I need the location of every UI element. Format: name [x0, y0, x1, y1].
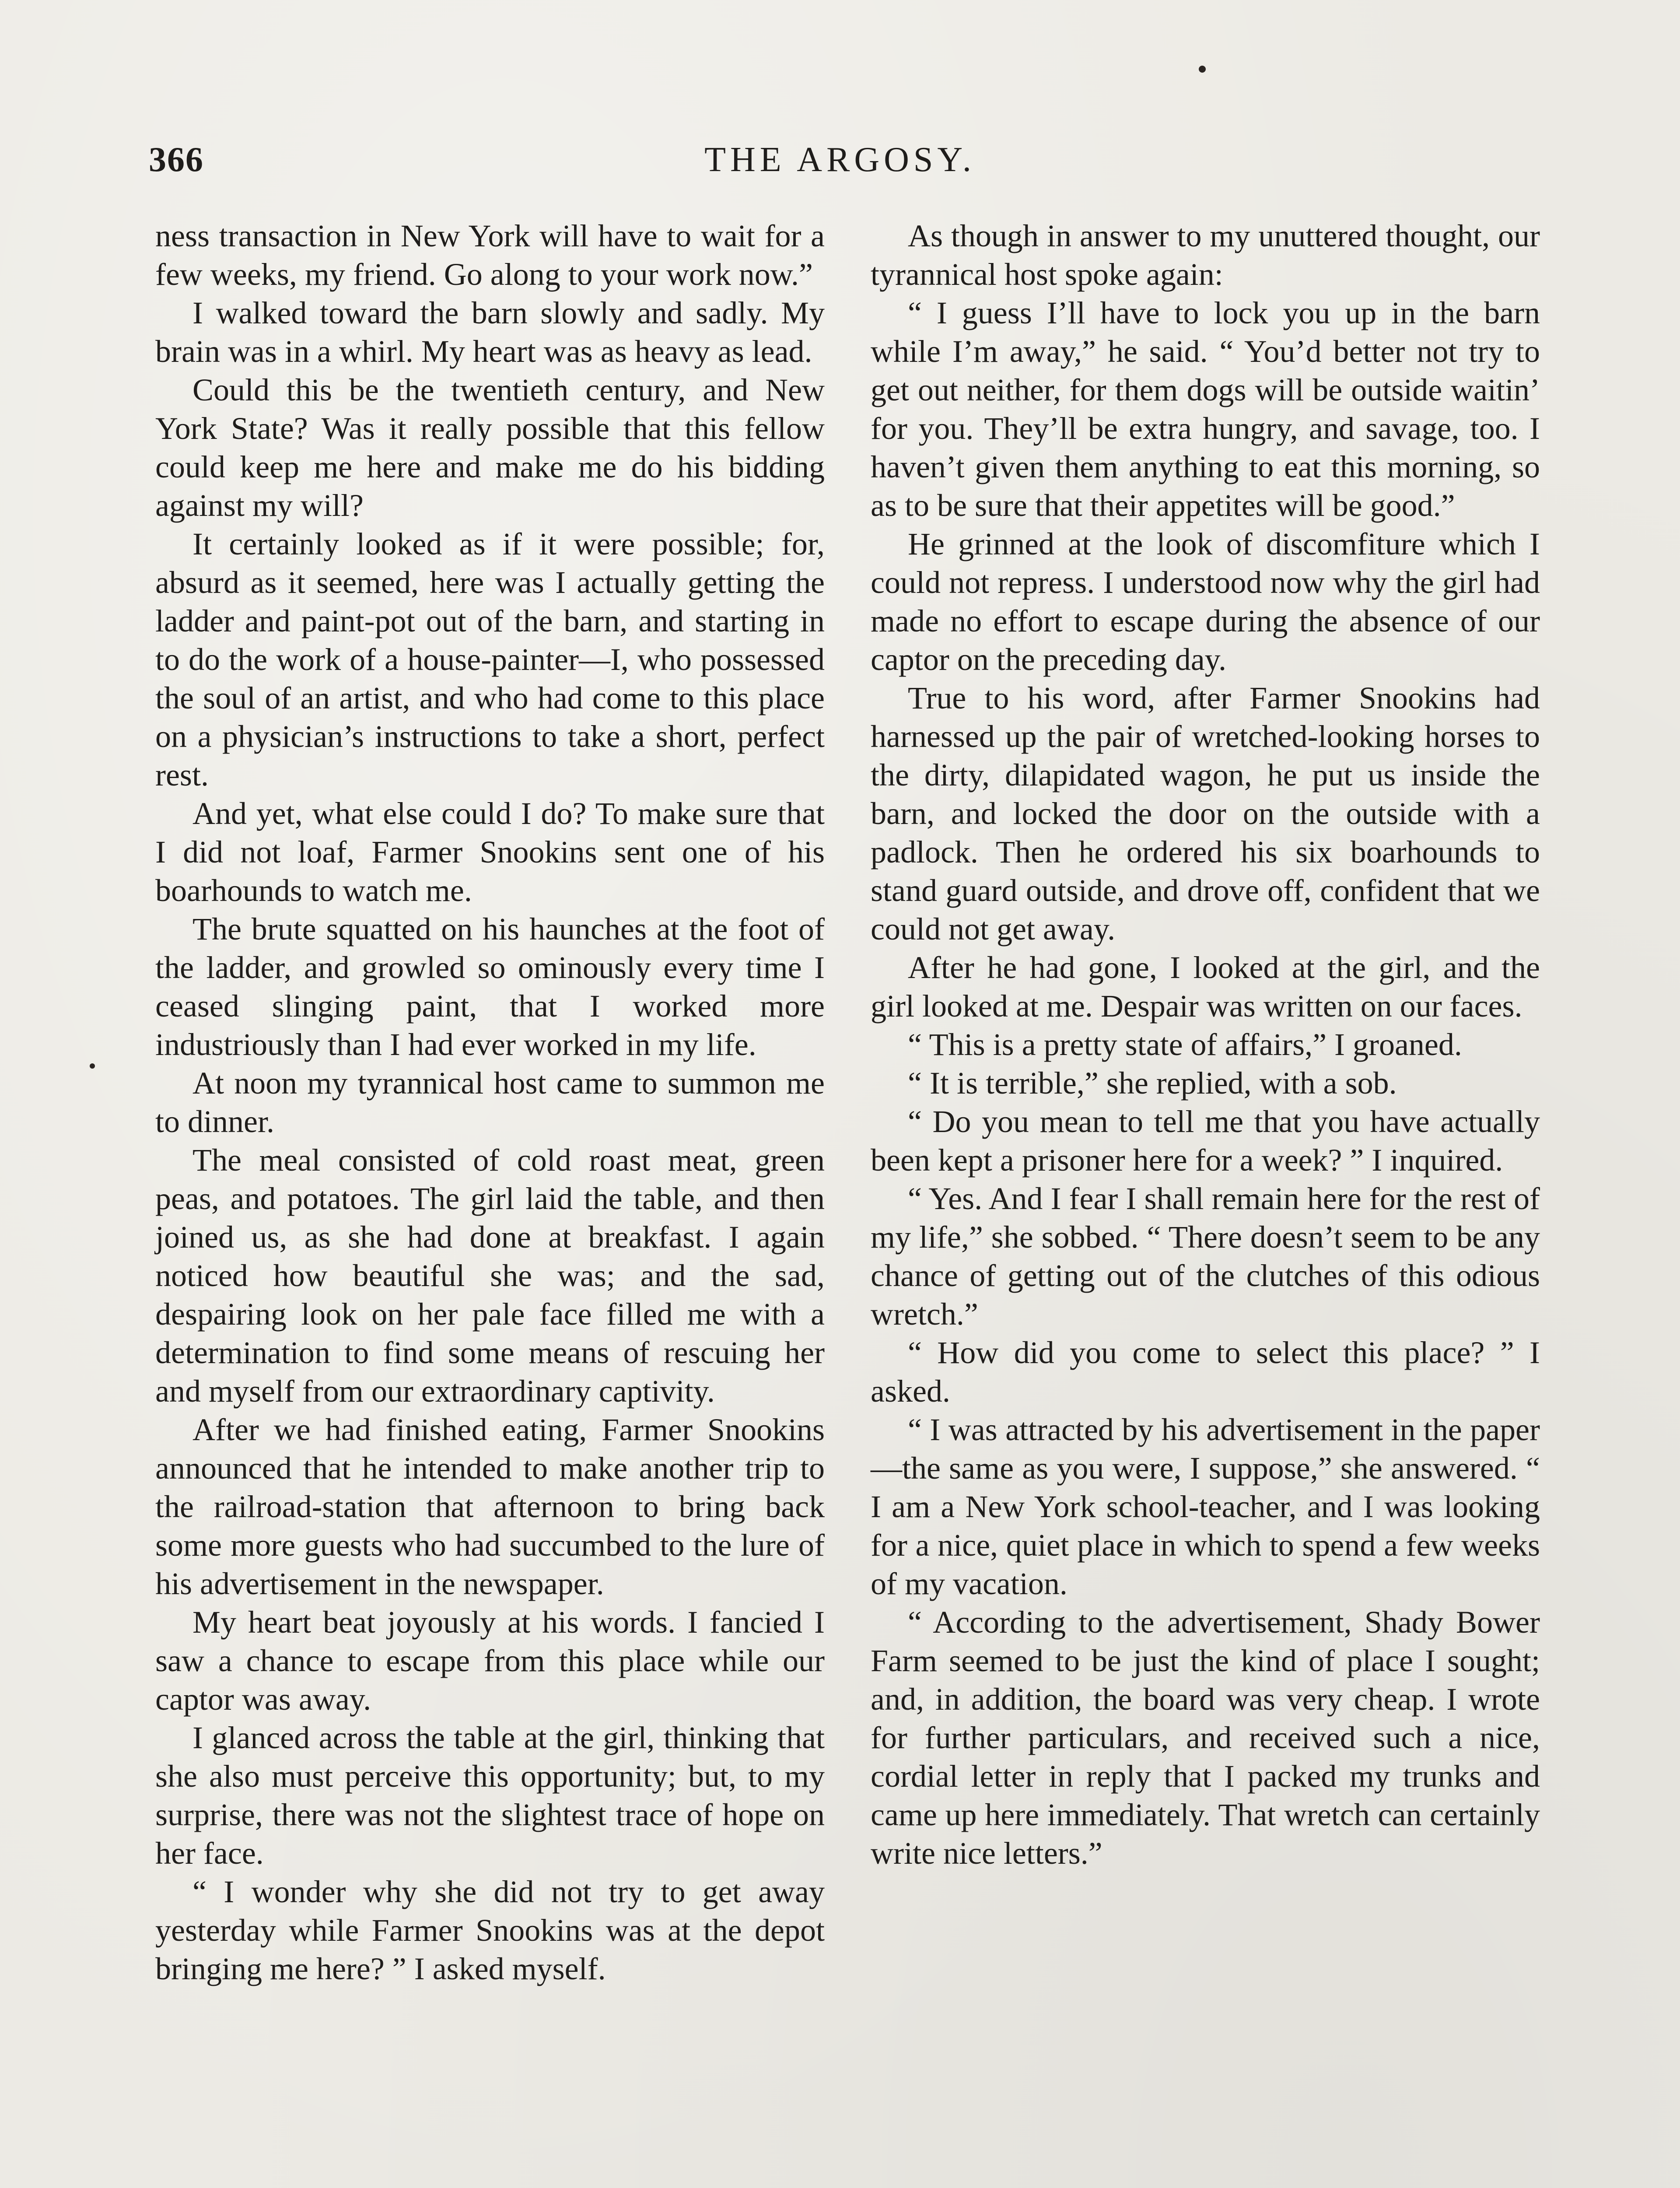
paragraph: “ According to the advertisement, Shady Bower Farm seemed to be just the kind of place I sought; and, in addition, the board was very cheap. I wrote for further particulars, and received such a nice, cordial letter in reply that I packed my trunks and came up here immediately. That wretch can certainly write nice letters.” — [871, 1605, 1540, 1871]
paragraph: After he had gone, I looked at the girl, and the girl looked at me. Despair was written on our faces. — [871, 950, 1540, 1024]
paragraph: The meal consisted of cold roast meat, green peas, and potatoes. The girl laid the table, and then joined us, as she had done at breakfast. I again noticed how beautiful she was; and the sad, despairing look on her pale face filled me with a determination to find some means of rescuing her and myself from our extraordinary captivity. — [155, 1143, 825, 1409]
paragraph: As though in answer to my unuttered thought, our tyrannical host spoke again: — [871, 218, 1540, 292]
paragraph: After we had finished eating, Farmer Snookins announced that he intended to make another trip to the railroad-station that afternoon to bring back some more guests who had succumbed to the lure of his advertisement in the newspaper. — [155, 1412, 825, 1601]
paragraph: It certainly looked as if it were possible; for, absurd as it seemed, here was I actually getting the ladder and paint-pot out of the barn, and starting in to do the work of a house-painter—I, who possessed the soul of an artist, and who had come to this place on a physician’s instructions to take a short, perfect rest. — [155, 526, 825, 792]
paragraph: “ Do you mean to tell me that you have actually been kept a prisoner here for a week? ” I inquired. — [871, 1104, 1540, 1178]
paragraph: “ I guess I’ll have to lock you up in the barn while I’m away,” he said. “ You’d better not try to get out neither, for them dogs will be outside waitin’ for you. They’ll be extra hungry, and savage, too. I haven’t given them anything to eat this morning, so as to be sure that their appetites will be good.” — [871, 295, 1540, 523]
paragraph: He grinned at the look of discomfiture which I could not repress. I understood now why the girl had made no effort to escape during the absence of our captor on the preceding day. — [871, 526, 1540, 677]
paragraph: Could this be the twentieth century, and New York State? Was it really possible that this fellow could keep me here and make me do his bidding against my will? — [155, 372, 825, 523]
paragraph: “ I wonder why she did not try to get away yesterday while Farmer Snookins was at the depot bringing me here? ” I asked myself. — [155, 1874, 825, 1986]
page-header — [149, 140, 1531, 188]
ink-speck — [90, 1063, 95, 1069]
running-title: THE ARGOSY. — [704, 140, 976, 179]
paragraph: My heart beat joyously at his words. I fancied I saw a chance to escape from this place while our captor was away. — [155, 1605, 825, 1717]
left-column — [155, 217, 825, 2188]
right-column — [871, 217, 1540, 2188]
page-number: 366 — [149, 140, 204, 179]
paragraph: “ I was attracted by his advertisement in the paper—the same as you were, I suppose,” she answered. “ I am a New York school-teacher, and I was looking for a nice, quiet place in which to spend a few weeks of my vacation. — [871, 1412, 1540, 1601]
paragraph: At noon my tyrannical host came to summon me to dinner. — [155, 1066, 825, 1139]
paragraph: ness transaction in New York will have to wait for a few weeks, my friend. Go along to your work now.” — [155, 218, 825, 292]
paragraph: I glanced across the table at the girl, thinking that she also must perceive this opportunity; but, to my surprise, there was not the slightest trace of hope on her face. — [155, 1720, 825, 1871]
paragraph: True to his word, after Farmer Snookins had harnessed up the pair of wretched-looking horses to the dirty, dilapidated wagon, he put us inside the barn, and locked the door on the outside with a padlock. Then he ordered his six boarhounds to stand guard outside, and drove off, confident that we could not get away. — [871, 680, 1540, 947]
paragraph: The brute squatted on his haunches at the foot of the ladder, and growled so ominously every time I ceased slinging paint, that I worked more industriously than I had ever worked in my life. — [155, 912, 825, 1062]
paragraph: And yet, what else could I do? To make sure that I did not loaf, Farmer Snookins sent one of his boarhounds to watch me. — [155, 796, 825, 908]
text-columns — [155, 217, 1540, 2188]
paragraph: I walked toward the barn slowly and sadly. My brain was in a whirl. My heart was as heavy as lead. — [155, 295, 825, 369]
paragraph: “ How did you come to select this place? ” I asked. — [871, 1335, 1540, 1409]
ink-speck — [1199, 66, 1206, 73]
paragraph: “ This is a pretty state of affairs,” I groaned. — [908, 1027, 1462, 1062]
paragraph: “ It is terrible,” she replied, with a sob. — [908, 1066, 1397, 1101]
paragraph: “ Yes. And I fear I shall remain here for the rest of my life,” she sobbed. “ There doesn’t seem to be any chance of getting out of the clutches of this odious wretch.” — [871, 1181, 1540, 1332]
